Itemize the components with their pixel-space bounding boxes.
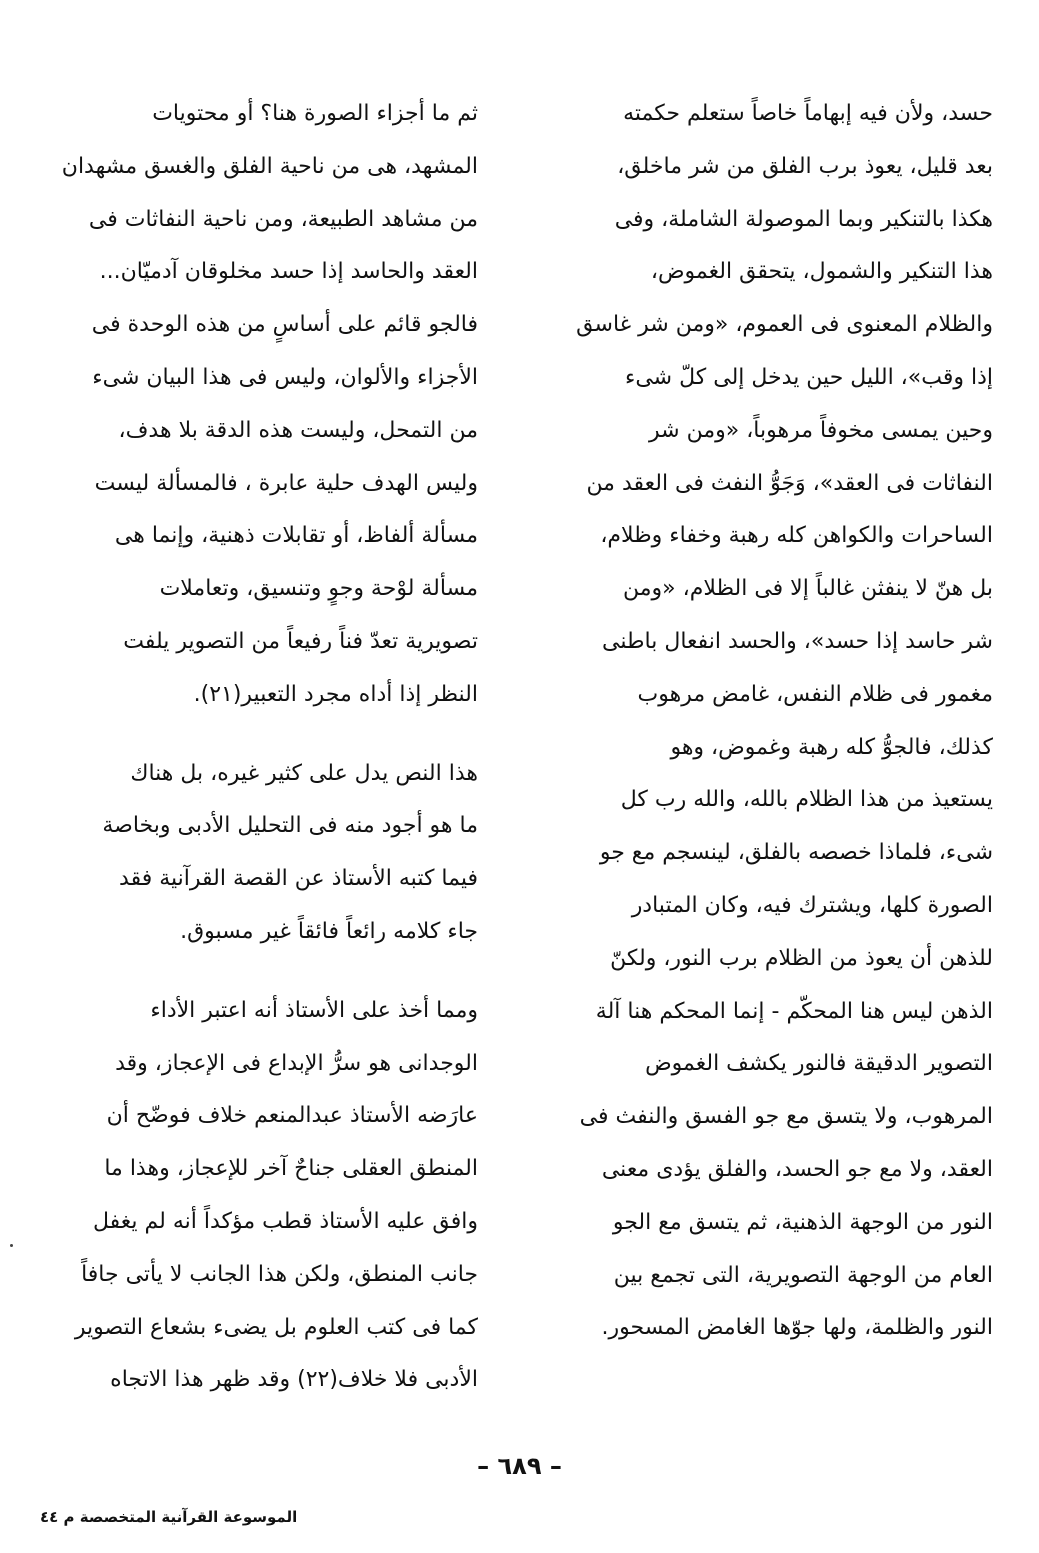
text-line: بل هنّ لا ينفثن غالباً إلا فى الظلام، «ومن — [623, 576, 993, 602]
text-line: عارَضه الأستاذ عبدالمنعم خلاف فوضّح أن — [106, 1103, 478, 1129]
left-column — [30, 88, 478, 1407]
text-line: تصويرية تعدّ فناً رفيعاً من التصوير يلفت — [123, 628, 478, 654]
text-line: العام من الوجهة التصويرية، التى تجمع بين — [613, 1262, 993, 1288]
text-line: والظلام المعنوى فى العموم، «ومن شر غاسق — [576, 312, 993, 338]
text-line: الساحرات والكواهن كله رهبة وخفاء وظلام، — [600, 523, 993, 549]
text-line: فيما كتبه الأستاذ عن القصة القرآنية فقد — [119, 866, 478, 892]
text-line: النور والظلمة، ولها جوّها الغامض المسحور. — [601, 1315, 993, 1341]
text-line: يستعيذ من هذا الظلام بالله، والله رب كل — [620, 787, 993, 813]
text-line: وحين يمسى مخوفاً مرهوباً، «ومن شر — [649, 417, 993, 443]
paragraph — [30, 985, 478, 1407]
paragraph — [30, 88, 478, 722]
text-line: العقد والحاسد إذا حسد مخلوقان آدميّان... — [99, 259, 478, 285]
text-line: الصورة كلها، ويشترك فيه، وكان المتبادر — [631, 892, 993, 918]
text-line: هذا النص يدل على كثير غيره، بل هناك — [130, 760, 478, 786]
text-line: هكذا بالتنكير وبما الموصولة الشاملة، وفى — [614, 206, 993, 232]
text-line: النفاثات فى العقد»، وَجَوُّ النفث فى العقد من — [586, 470, 993, 496]
paragraph — [30, 748, 478, 959]
text-line: إذا وقب»، الليل حين يدخل إلى كلّ شىء — [625, 364, 993, 390]
text-line: للذهن أن يعوذ من الظلام برب النور، ولكنّ — [610, 945, 993, 971]
text-line: المرهوب، ولا يتسق مع جو الفسق والنفث فى — [579, 1104, 993, 1130]
text-line: هذا التنكير والشمول، يتحقق الغموض، — [650, 259, 993, 285]
text-line: المنطق العقلى جناحٌ آخر للإعجاز، وهذا ما — [104, 1156, 478, 1182]
text-line: شىء، فلماذا خصصه بالفلق، لينسجم مع جو — [599, 840, 993, 866]
text-line: ومما أخذ على الأستاذ أنه اعتبر الأداء — [150, 997, 478, 1023]
text-line: كما فى كتب العلوم بل يضىء بشعاع التصوير — [74, 1314, 478, 1340]
text-line: جاء كلامه رائعاً فائقاً غير مسبوق. — [180, 918, 478, 944]
text-line: حسد، ولأن فيه إبهاماً خاصاً ستعلم حكمته — [623, 101, 993, 126]
text-line: العقد، ولا مع جو الحسد، والفلق يؤدى معنى — [601, 1156, 993, 1182]
text-line: كذلك، فالجوُّ كله رهبة وغموض، وهو — [670, 734, 993, 760]
paragraph-gap — [30, 959, 478, 985]
text-line: المشهد، هى من ناحية الفلق والغسق مشهدان — [61, 153, 478, 179]
page-number: – ٦٨٩ – — [477, 1452, 562, 1480]
scan-speck — [10, 1244, 13, 1247]
text-line: وافق عليه الأستاذ قطب مؤكداً أنه لم يغفل — [93, 1208, 478, 1234]
text-line: الأدبى فلا خلاف(٢٢) وقد ظهر هذا الاتجاه — [110, 1367, 478, 1393]
text-line: الأجزاء والألوان، وليس فى هذا البيان شىء — [92, 364, 478, 390]
text-line: شر حاسد إذا حسد»، والحسد انفعال باطنى — [602, 628, 993, 654]
text-line: ثم ما أجزاء الصورة هنا؟ أو محتويات — [152, 101, 478, 126]
text-line: فالجو قائم على أساسٍ من هذه الوحدة فى — [91, 312, 478, 338]
right-column — [515, 88, 993, 1355]
text-line: مغمور فى ظلام النفس، غامض مرهوب — [637, 681, 993, 707]
text-line: التصوير الدقيقة فالنور يكشف الغموض — [645, 1051, 993, 1077]
text-line: جانب المنطق، ولكن هذا الجانب لا يأتى جافاً — [81, 1261, 478, 1287]
text-line: ما هو أجود منه فى التحليل الأدبى وبخاصة — [102, 813, 478, 839]
paragraph-gap — [30, 722, 478, 748]
text-line: مسألة ألفاظ، أو تقابلات ذهنية، وإنما هى — [114, 523, 478, 549]
text-line: من مشاهد الطبيعة، ومن ناحية النفاثات فى — [88, 206, 478, 232]
footer-note: الموسوعة القرآنية المتخصصة م ٤٤ — [40, 1508, 298, 1526]
text-line: مسألة لوْحة وجوٍ وتنسيق، وتعاملات — [159, 576, 478, 602]
text-line: وليس الهدف حلية عابرة ، فالمسألة ليست — [94, 470, 478, 496]
text-line: بعد قليل، يعوذ برب الفلق من شر ماخلق، — [617, 153, 993, 179]
text-line: من التمحل، وليست هذه الدقة بلا هدف، — [118, 417, 478, 443]
text-line: النور من الوجهة الذهنية، ثم يتسق مع الجو — [612, 1209, 993, 1235]
text-line: الذهن ليس هنا المحكّم - إنما المحكم هنا آلة — [595, 998, 993, 1024]
text-line: النظر إذا أداه مجرد التعبير(٢١). — [193, 681, 478, 707]
text-line: الوجدانى هو سرُّ الإبداع فى الإعجاز، وقد — [115, 1050, 478, 1076]
